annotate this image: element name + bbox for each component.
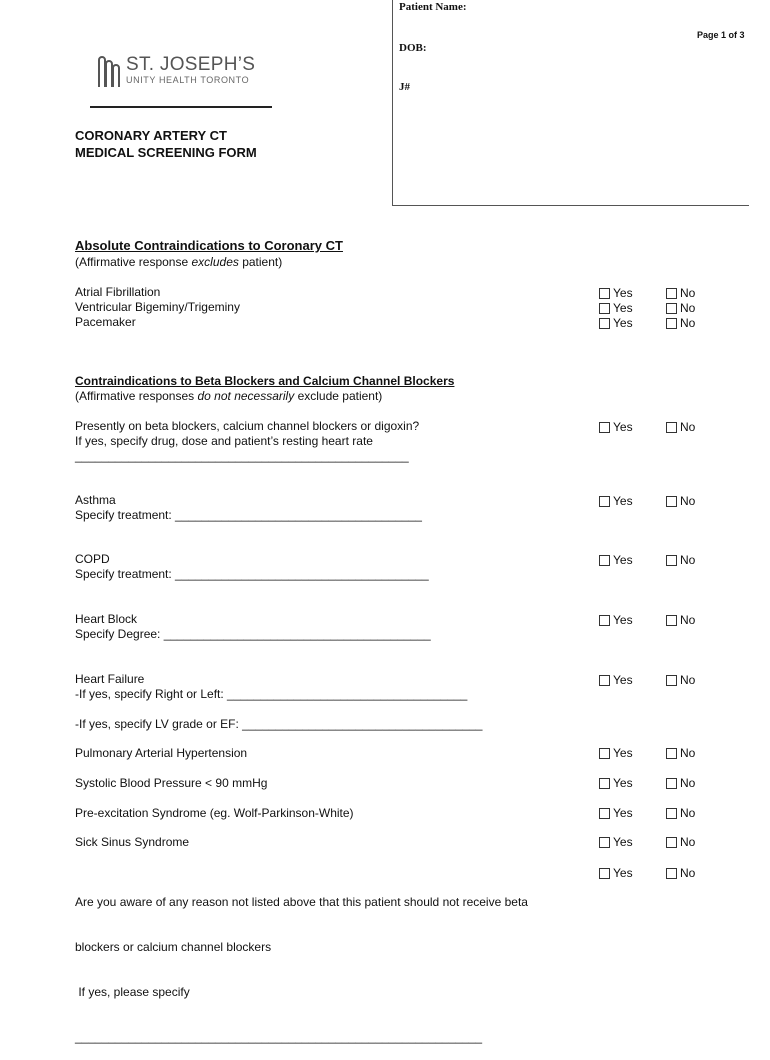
question-pulmonary-hypertension: Pulmonary Arterial Hypertension [75,746,248,760]
no-checkbox[interactable]: No [666,301,695,315]
question-sick-sinus: Sick Sinus Syndrome [75,835,190,849]
yes-checkbox[interactable]: Yes [599,806,633,820]
answer-line[interactable]: __________________________________________________ [75,449,409,463]
no-checkbox[interactable]: No [666,420,695,434]
question-beta-blockers: Presently on beta blockers, calcium channel blockers or digoxin? If yes, specify drug, dose and patient’s resting heart rate __________________________________________________ [75,419,420,463]
building-logo-icon [96,54,122,93]
yes-checkbox[interactable]: Yes [599,420,633,434]
patient-info-box [392,0,749,206]
side-field[interactable]: -If yes, specify Right or Left: ____________________________________ [75,687,468,701]
logo-subtitle: UNITY HEALTH TORONTO [126,75,250,85]
question-ventricular-bigeminy: Ventricular Bigeminy/Trigeminy [75,300,240,314]
j-number-label: J# [399,81,410,93]
answer-line[interactable]: _____________________________________________________________ [75,1030,483,1044]
question-atrial-fibrillation: Atrial Fibrillation [75,285,161,299]
lv-grade-field[interactable]: -If yes, specify LV grade or EF: ____________________________________ [75,717,483,731]
no-checkbox[interactable]: No [666,494,695,508]
question-pacemaker: Pacemaker [75,315,136,329]
treatment-field[interactable]: Specify treatment: ______________________________________ [75,567,429,581]
page-number: Page 1 of 3 [697,30,745,40]
no-checkbox[interactable]: No [666,746,695,760]
yes-checkbox[interactable]: Yes [599,866,633,880]
question-copd: COPD Specify treatment: ______________________________________ [75,552,429,581]
no-checkbox[interactable]: No [666,553,695,567]
section2-title: Contraindications to Beta Blockers and Calcium Channel Blockers [75,374,455,388]
no-checkbox[interactable]: No [666,835,695,849]
form-title-line1: CORONARY ARTERY CT [75,128,227,143]
section1-note: (Affirmative response excludes patient) [75,255,283,269]
treatment-field[interactable]: Specify treatment: _____________________________________ [75,508,422,522]
no-checkbox[interactable]: No [666,806,695,820]
question-other-reason: Are you aware of any reason not listed above that this patient should not receive beta blockers or calcium channel blockers If yes, please specify _____________________________________________________________ [75,895,528,1044]
question-heart-failure: Heart Failure -If yes, specify Right or Left: ____________________________________ [75,672,468,701]
section1-title: Absolute Contraindications to Coronary CT [75,238,343,253]
yes-checkbox[interactable]: Yes [599,835,633,849]
degree-field[interactable]: Specify Degree: ________________________________________ [75,627,431,641]
yes-checkbox[interactable]: Yes [599,746,633,760]
no-checkbox[interactable]: No [666,673,695,687]
logo-name: ST. JOSEPH’S [126,54,256,75]
yes-checkbox[interactable]: Yes [599,316,633,330]
yes-checkbox[interactable]: Yes [599,494,633,508]
logo-divider [90,106,272,108]
yes-checkbox[interactable]: Yes [599,673,633,687]
yes-checkbox[interactable]: Yes [599,776,633,790]
no-checkbox[interactable]: No [666,866,695,880]
question-pre-excitation: Pre-excitation Syndrome (eg. Wolf-Parkinson-White) [75,806,354,820]
patient-name-label: Patient Name: [399,1,467,13]
question-systolic-bp: Systolic Blood Pressure < 90 mmHg [75,776,268,790]
no-checkbox[interactable]: No [666,613,695,627]
form-title [75,127,257,161]
dob-label: DOB: [399,42,427,54]
no-checkbox[interactable]: No [666,776,695,790]
yes-checkbox[interactable]: Yes [599,613,633,627]
form-title-line2: MEDICAL SCREENING FORM [75,145,257,160]
yes-checkbox[interactable]: Yes [599,301,633,315]
yes-checkbox[interactable]: Yes [599,286,633,300]
no-checkbox[interactable]: No [666,316,695,330]
question-heart-block: Heart Block Specify Degree: ________________________________________ [75,612,431,641]
no-checkbox[interactable]: No [666,286,695,300]
question-asthma: Asthma Specify treatment: _____________________________________ [75,493,422,522]
section2-note: (Affirmative responses do not necessarily exclude patient) [75,389,383,403]
yes-checkbox[interactable]: Yes [599,553,633,567]
